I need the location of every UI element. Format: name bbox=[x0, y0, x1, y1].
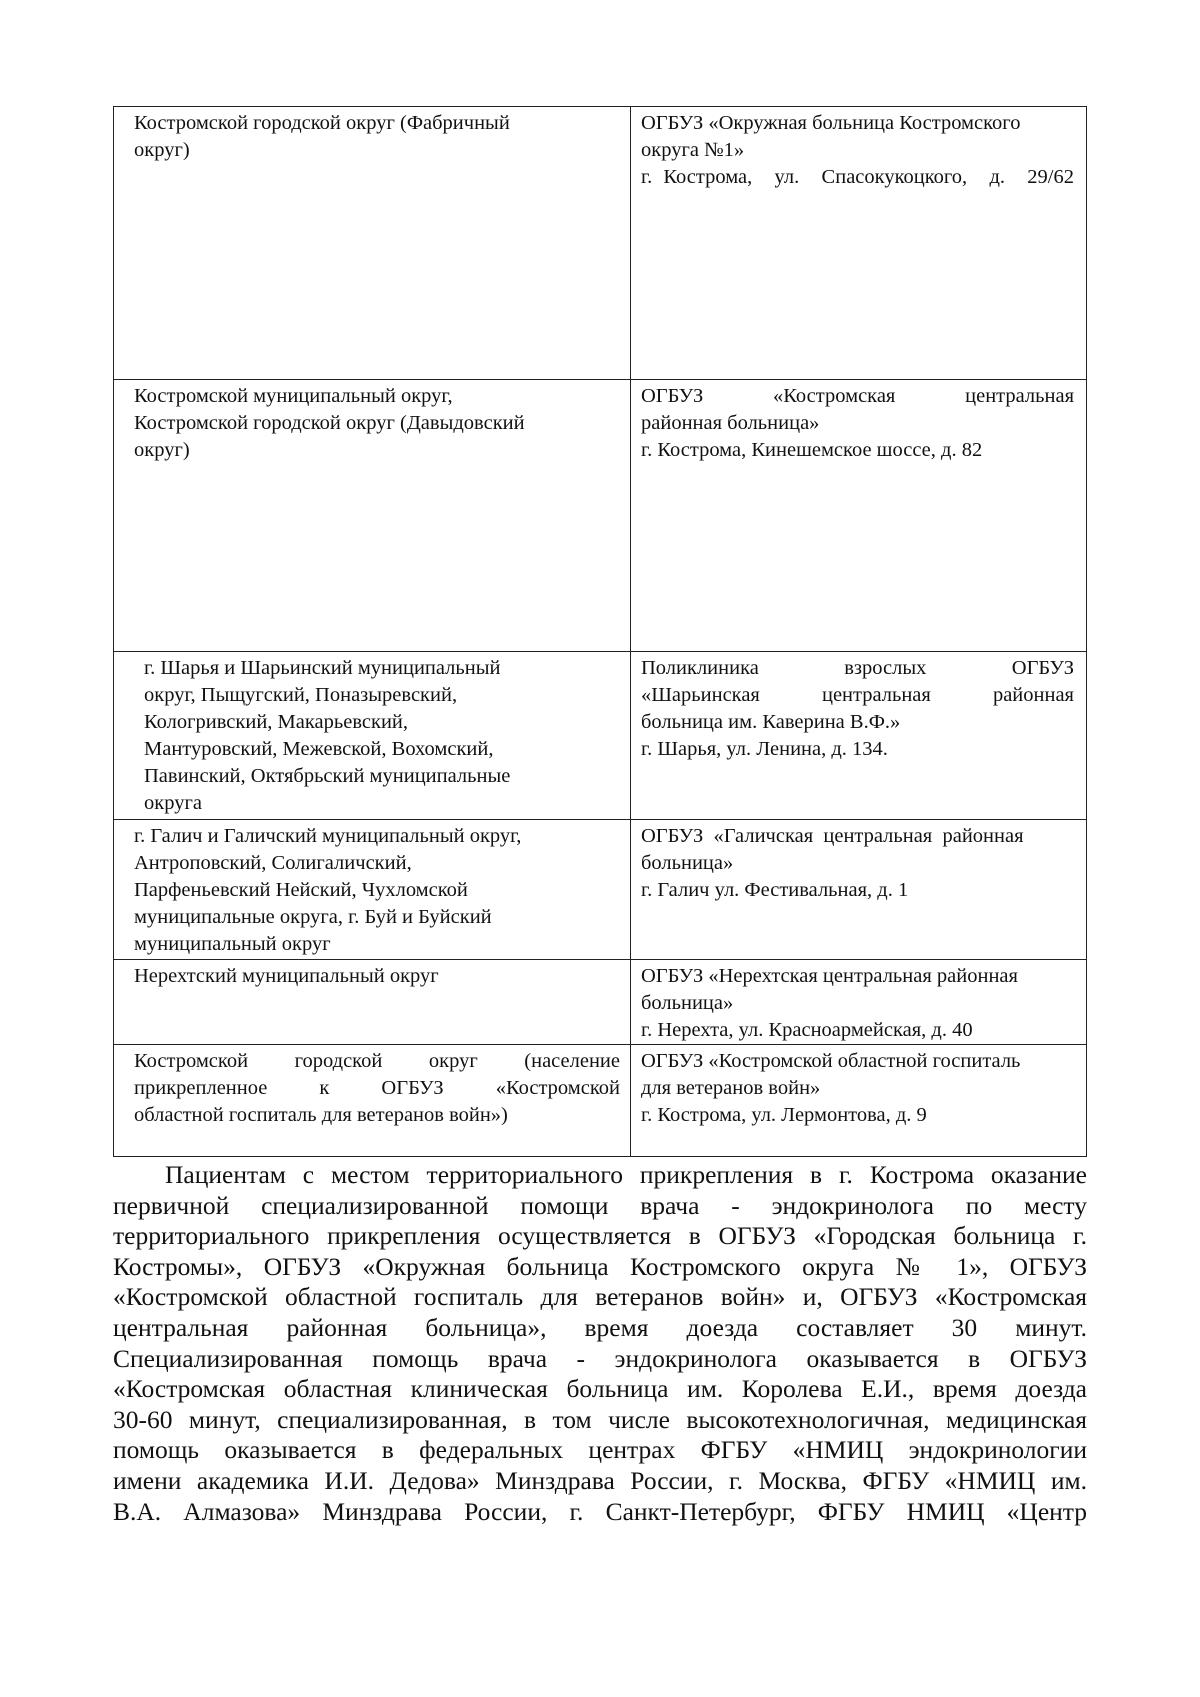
territory-cell bbox=[114, 1045, 631, 1157]
hospital-cell bbox=[631, 1045, 1087, 1157]
cell-line: округа bbox=[144, 792, 202, 814]
cell-line: муниципальный округ bbox=[134, 933, 331, 955]
paragraph-line: Специализированная помощь врача - эндокринолога оказывается в ОГБУЗ bbox=[113, 1343, 1087, 1373]
table-row bbox=[114, 380, 1087, 652]
paragraph-line: первичной специализированной помощи врача - эндокринолога по месту bbox=[113, 1190, 1087, 1220]
cell-line: Костромской городской округ (Давыдовский bbox=[134, 412, 525, 434]
cell-line: г. Галич и Галичский муниципальный округ, bbox=[134, 825, 522, 847]
hospital-cell bbox=[631, 652, 1087, 820]
territory-cell bbox=[114, 652, 631, 820]
cell-line: больница» bbox=[641, 992, 734, 1014]
paragraph-line: помощь оказывается в федеральных центрах ФГБУ «НМИЦ эндокринологии bbox=[113, 1435, 1087, 1465]
cell-line: г. Галич ул. Фестивальная, д. 1 bbox=[641, 879, 909, 901]
cell-line: Павинский, Октябрьский муниципальные bbox=[144, 765, 511, 787]
cell-line: округ) bbox=[134, 139, 190, 161]
cell-line: г. Шарья и Шарьинский муниципальный bbox=[144, 657, 501, 679]
cell-line: округа №1» bbox=[641, 139, 745, 161]
cell-line: ОГБУЗ «Костромской областной госпиталь bbox=[641, 1050, 1021, 1072]
cell-line: Нерехтский муниципальный округ bbox=[134, 965, 439, 987]
paragraph-line: 30-60 минут, специализированная, в том числе высокотехнологичная, медицинская bbox=[113, 1404, 1087, 1434]
cell-line: муниципальные округа, г. Буй и Буйский bbox=[134, 906, 492, 928]
paragraph-line: «Костромской областной госпиталь для ветеранов войн» и, ОГБУЗ «Костромская bbox=[113, 1282, 1087, 1312]
cell-line: г. Кострома, Кинешемское шоссе, д. 82 bbox=[641, 439, 983, 461]
cell-line: Антроповский, Солигаличский, bbox=[134, 852, 412, 874]
territory-cell bbox=[114, 820, 631, 960]
cell-line: больница» bbox=[641, 852, 734, 874]
table-row bbox=[114, 107, 1087, 380]
cell-line: для ветеранов войн» bbox=[641, 1077, 821, 1099]
hospital-cell bbox=[631, 820, 1087, 960]
territory-cell bbox=[114, 380, 631, 652]
cell-line: областной госпиталь для ветеранов войн») bbox=[134, 1104, 508, 1126]
cell-line: округ, Пыщугский, Поназыревский, bbox=[144, 684, 458, 706]
cell-line: Кологривский, Макарьевский, bbox=[144, 711, 409, 733]
cell-line: ОГБУЗ «Костромская центральная bbox=[641, 385, 1074, 407]
hospital-cell bbox=[631, 380, 1087, 652]
cell-line: Костромской муниципальный округ, bbox=[134, 385, 453, 407]
cell-line: г. Шарья, ул. Ленина, д. 134. bbox=[641, 738, 888, 760]
paragraph-line: «Костромская областная клиническая больница им. Королева Е.И., время доезда bbox=[113, 1374, 1087, 1404]
paragraph-line: Пациентам с местом территориального прикрепления в г. Кострома оказание bbox=[165, 1160, 1087, 1189]
table-row bbox=[114, 1045, 1087, 1157]
cell-line: районная больница» bbox=[641, 412, 820, 434]
paragraph-line: Костромы», ОГБУЗ «Окружная больница Костромского округа № 1», ОГБУЗ bbox=[113, 1251, 1087, 1281]
cell-line: Мантуровский, Межевской, Вохомский, bbox=[144, 738, 494, 760]
paragraph-line: имени академика И.И. Дедова» Минздрава России, г. Москва, ФГБУ «НМИЦ им. bbox=[113, 1465, 1087, 1495]
cell-line: больница им. Каверина В.Ф.» bbox=[641, 711, 901, 733]
cell-line: г. Кострома, ул. Лермонтова, д. 9 bbox=[641, 1104, 927, 1126]
table-row bbox=[114, 960, 1087, 1045]
hospital-cell bbox=[631, 960, 1087, 1045]
cell-line: ОГБУЗ «Галичская центральная районная bbox=[641, 825, 1024, 847]
hospital-assignment-table bbox=[113, 106, 1087, 1157]
cell-line: г. Нерехта, ул. Красноармейская, д. 40 bbox=[641, 1019, 973, 1041]
cell-line: Костромской городской округ (население bbox=[134, 1050, 620, 1072]
paragraph-line: В.А. Алмазова» Минздрава России, г. Санкт-Петербург, ФГБУ НМИЦ «Центр bbox=[113, 1496, 1087, 1526]
cell-line: г. Кострома, ул. Спасокукоцкого, д. 29/62 bbox=[641, 166, 1074, 188]
cell-line: прикрепленное к ОГБУЗ «Костромской bbox=[134, 1077, 620, 1099]
cell-line: ОГБУЗ «Нерехтская центральная районная bbox=[641, 965, 1018, 987]
paragraph-line: территориального прикрепления осуществляется в ОГБУЗ «Городская больница г. bbox=[113, 1221, 1087, 1251]
cell-line: ОГБУЗ «Окружная больница Костромского bbox=[641, 112, 1021, 134]
body-paragraph bbox=[113, 1160, 1087, 1527]
cell-line: Парфеньевский Нейский, Чухломской bbox=[134, 879, 468, 901]
cell-line: Поликлиника взрослых ОГБУЗ bbox=[641, 657, 1074, 679]
table-row bbox=[114, 820, 1087, 960]
cell-line: округ) bbox=[134, 439, 190, 461]
cell-line: «Шарьинская центральная районная bbox=[641, 684, 1074, 706]
table-row bbox=[114, 652, 1087, 820]
hospital-cell bbox=[631, 107, 1087, 380]
paragraph-line: центральная районная больница», время доезда составляет 30 минут. bbox=[113, 1312, 1087, 1342]
territory-cell bbox=[114, 960, 631, 1045]
cell-line: Костромской городской округ (Фабричный bbox=[134, 112, 510, 134]
territory-cell bbox=[114, 107, 631, 380]
